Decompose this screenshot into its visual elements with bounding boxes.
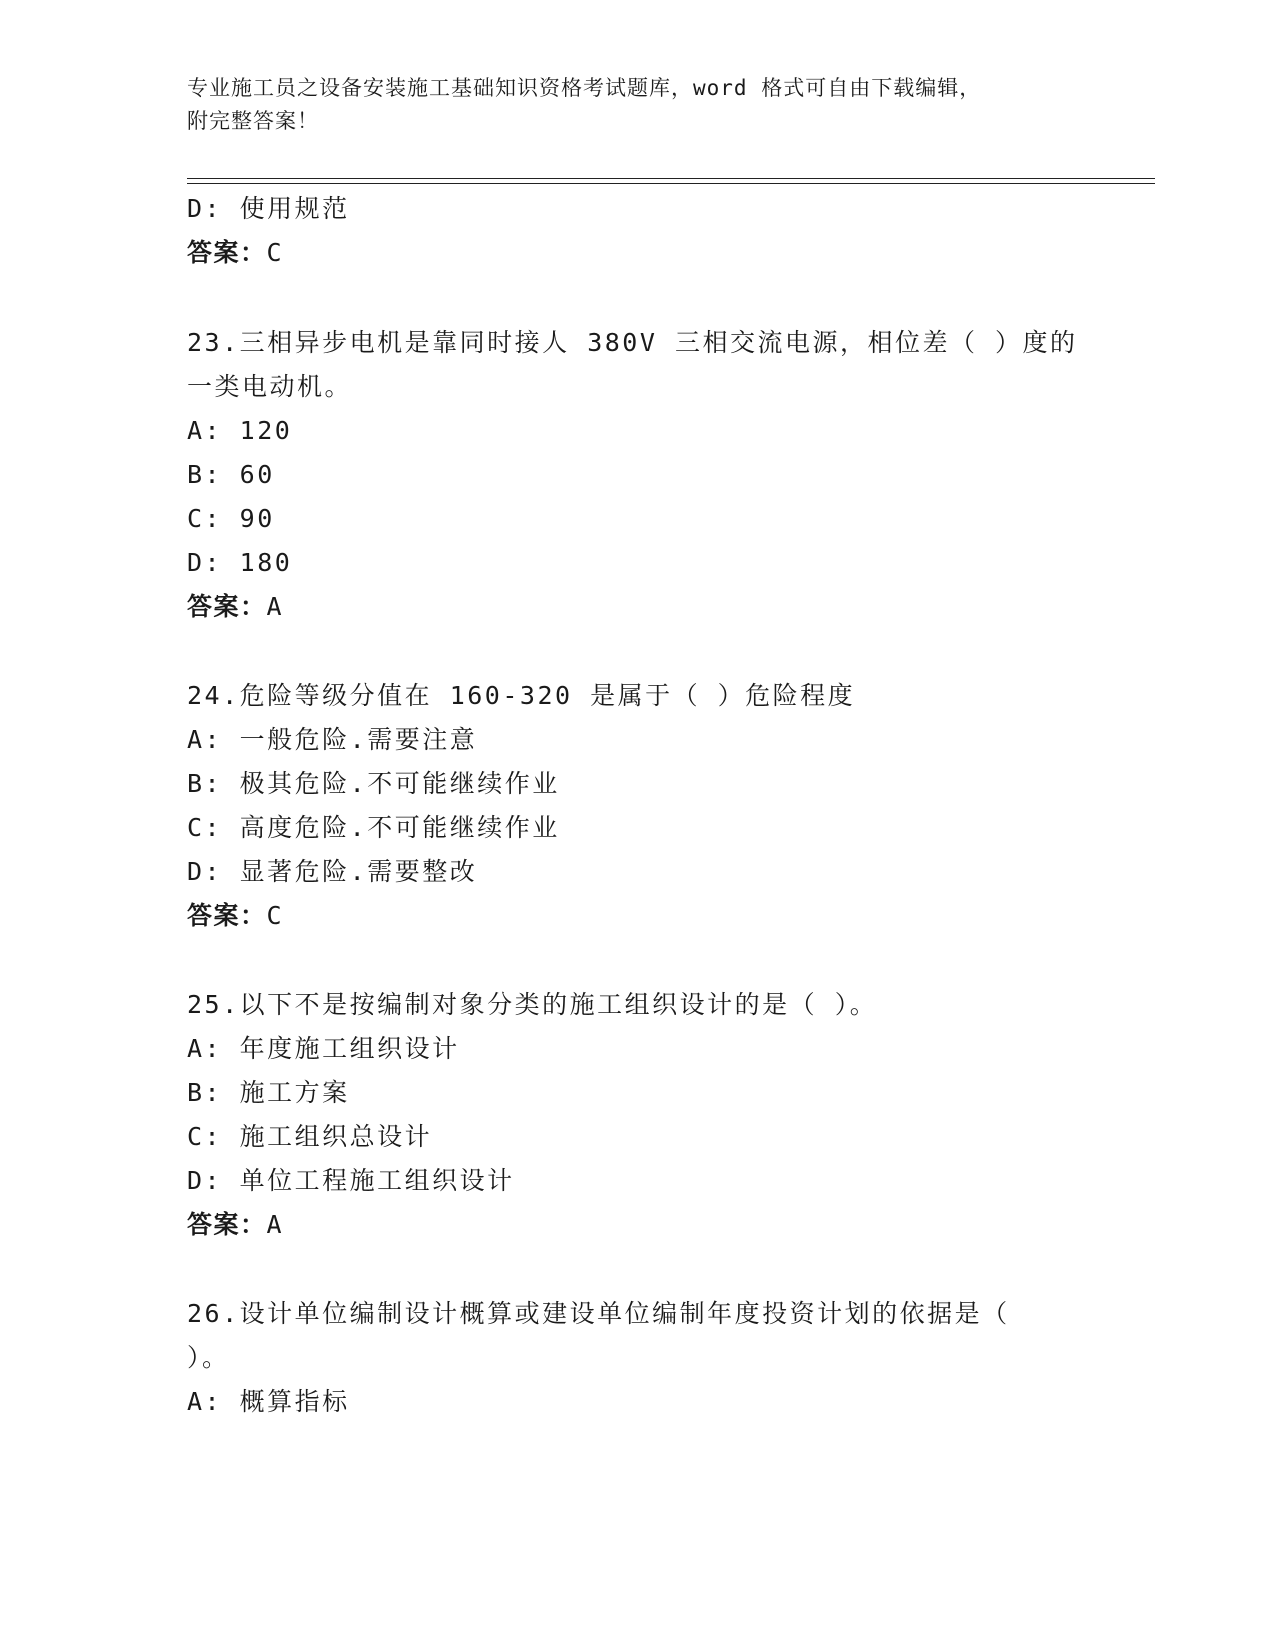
question-24-option-b: B: 极其危险.不可能继续作业 <box>187 769 560 798</box>
answer-label: 答案： <box>187 1210 267 1239</box>
question-25-stem-line-1: 25.以下不是按编制对象分类的施工组织设计的是（ ）。 <box>187 990 878 1019</box>
question-26-option-a: A: 概算指标 <box>187 1387 350 1416</box>
question-26-stem-line-1: 26.设计单位编制设计概算或建设单位编制年度投资计划的依据是（ <box>187 1299 1010 1328</box>
document-header <box>187 72 1087 138</box>
prev-option-d: D: 使用规范 <box>187 194 350 223</box>
header-line-1: 专业施工员之设备安装施工基础知识资格考试题库，word 格式可自由下载编辑， <box>187 76 982 100</box>
answer-value: C <box>266 901 284 930</box>
question-26-stem-line-2: ）。 <box>187 1343 230 1372</box>
question-25-answer <box>187 1209 283 1241</box>
question-24-option-d: D: 显著危险.需要整改 <box>187 857 478 886</box>
question-24-stem-line-1: 24.危险等级分值在 160-320 是属于（ ）危险程度 <box>187 681 856 710</box>
header-line-2: 附完整答案！ <box>187 109 319 133</box>
question-24-answer <box>187 900 283 932</box>
answer-value: A <box>266 592 284 621</box>
question-25-option-d: D: 单位工程施工组织设计 <box>187 1166 515 1195</box>
question-23-stem-line-1: 23.三相异步电机是靠同时接人 380V 三相交流电源，相位差（ ）度的 <box>187 328 1078 357</box>
question-24-option-a: A: 一般危险.需要注意 <box>187 725 478 754</box>
question-23-option-d: D: 180 <box>187 548 293 577</box>
question-23-option-b: B: 60 <box>187 460 275 489</box>
question-23-option-c: C: 90 <box>187 504 275 533</box>
prev-answer <box>187 237 283 269</box>
answer-label: 答案： <box>187 238 267 267</box>
question-25-option-a: A: 年度施工组织设计 <box>187 1034 460 1063</box>
question-25-option-b: B: 施工方案 <box>187 1078 350 1107</box>
answer-value: C <box>266 238 284 267</box>
question-23-option-a: A: 120 <box>187 416 293 445</box>
answer-label: 答案： <box>187 901 267 930</box>
header-rule-top <box>187 178 1155 179</box>
header-rule-bottom <box>187 183 1155 184</box>
answer-label: 答案： <box>187 592 267 621</box>
question-23-stem-line-2: 一类电动机。 <box>187 372 353 401</box>
question-25-option-c: C: 施工组织总设计 <box>187 1122 433 1151</box>
question-23-answer <box>187 591 283 623</box>
question-24-option-c: C: 高度危险.不可能继续作业 <box>187 813 560 842</box>
answer-value: A <box>266 1210 284 1239</box>
